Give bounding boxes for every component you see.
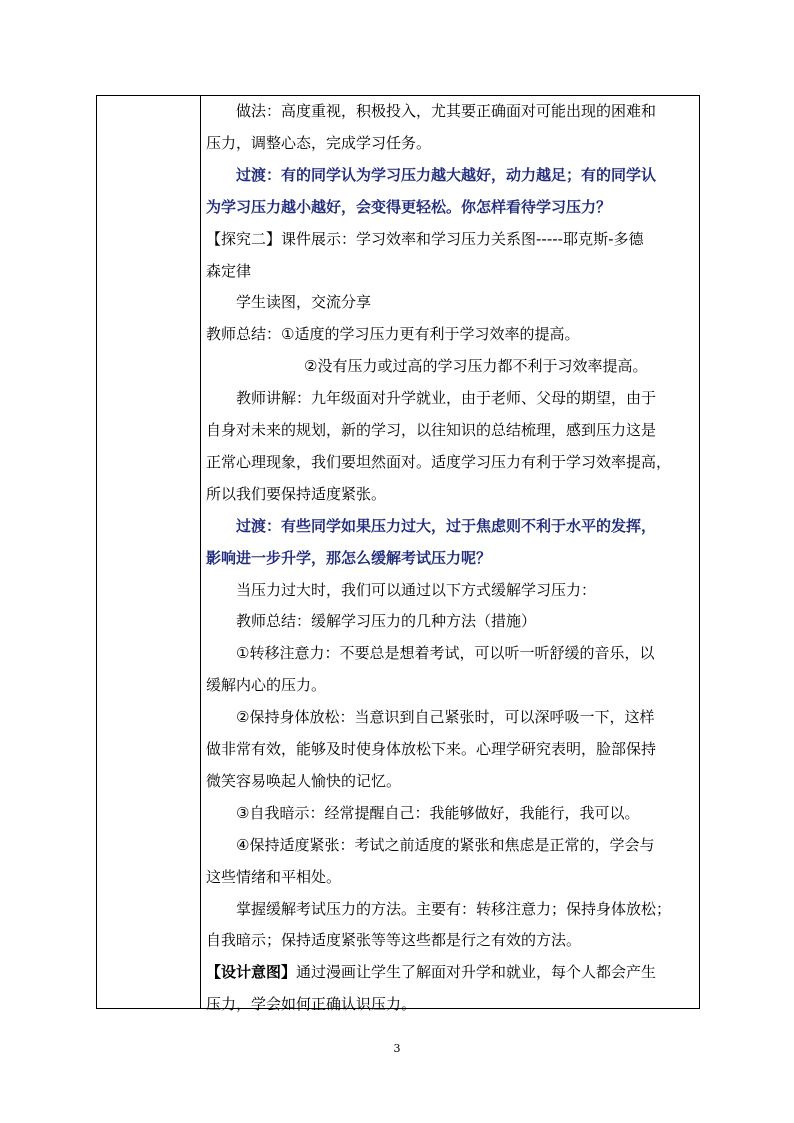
text-line: 影响进一步升学，那怎么缓解考试压力呢？ — [206, 548, 492, 567]
text-line — [206, 962, 656, 982]
text-line: 自身对未来的规划，新的学习，以往知识的总结梳理，感到压力这是 — [206, 421, 657, 439]
text-line: 过渡：有的同学认为学习压力越大越好，动力越足；有的同学认 — [236, 165, 657, 184]
text-line: 做法：高度重视，积极投入，尤其要正确面对可能出现的困难和 — [236, 102, 657, 120]
text-line: 教师总结：缓解学习压力的几种方法（措施） — [236, 612, 537, 631]
text-line: 微笑容易唤起人愉快的记忆。 — [206, 771, 402, 790]
text-line: 所以我们要保持适度紧张。 — [206, 484, 387, 503]
design-intent-label: 【设计意图】 — [206, 963, 297, 982]
text-line: 为学习压力越小越好，会变得更轻松。你怎样看待学习压力？ — [206, 197, 612, 216]
text-line: 正常心理现象，我们要坦然面对。适度学习压力有利于学习效率提高， — [206, 452, 672, 471]
text-line: ②保持身体放松：当意识到自己紧张时，可以深呼吸一下，这样 — [236, 708, 655, 727]
text-line: 教师讲解：九年级面对升学就业，由于老师、父母的期望，由于 — [236, 389, 657, 408]
text-line: 掌握缓解考试压力的方法。主要有：转移注意力；保持身体放松； — [236, 899, 672, 918]
text-line: 缓解内心的压力。 — [206, 676, 327, 695]
text-line: 做非常有效，能够及时使身体放松下来。心理学研究表明，脸部保持 — [206, 740, 657, 758]
text-line: 压力，学会如何正确认识压力。 — [206, 995, 417, 1014]
page-number: 3 — [393, 1042, 401, 1055]
text-line: 当压力过大时，我们可以通过以下方式缓解学习压力： — [236, 580, 597, 599]
text-line: 自我暗示；保持适度紧张等等这些都是行之有效的方法。 — [206, 931, 582, 950]
text-line: ②没有压力或过高的学习压力都不利于习效率提高。 — [304, 357, 648, 376]
text-line: 教师总结：①适度的学习压力更有利于学习效率的提高。 — [206, 325, 580, 344]
text-line: 这些情绪和平相处。 — [206, 867, 342, 886]
text-line: ④保持适度紧张：考试之前适度的紧张和焦虑是正常的，学会与 — [236, 835, 655, 854]
text-line: 森定律 — [206, 261, 252, 280]
text-line: ③自我暗示：经常提醒自己：我能够做好，我能行，我可以。 — [236, 803, 640, 822]
text-line: ①转移注意力：不要总是想着考试，可以听一听舒缓的音乐，以 — [236, 644, 655, 663]
text-line: 【探究二】课件展示：学习效率和学习压力关系图-----耶克斯-多德 — [206, 229, 644, 248]
table-column-divider — [200, 95, 201, 1009]
text-line: 过渡：有些同学如果压力过大，过于焦虑则不利于水平的发挥， — [236, 516, 657, 535]
text-line: 压力，调整心态，完成学习任务。 — [206, 133, 432, 152]
design-intent-text: 通过漫画让学生了解面对升学和就业，每个人都会产生 — [296, 963, 657, 982]
text-line: 学生读图，交流分享 — [236, 293, 372, 312]
